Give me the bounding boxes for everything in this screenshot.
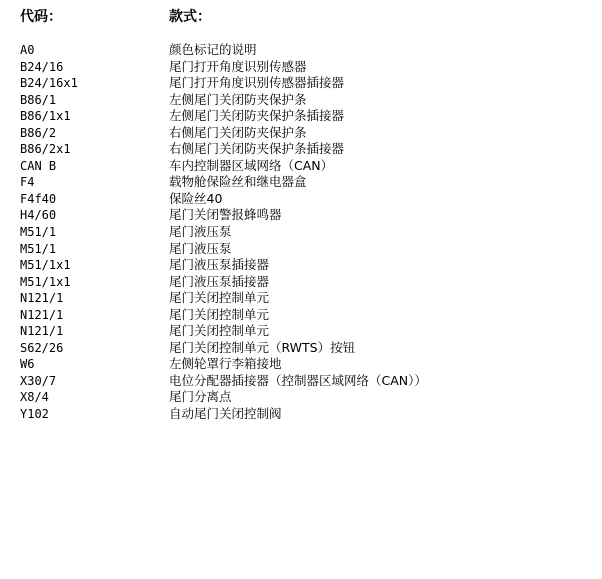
component-code: N121/1 [20, 324, 64, 339]
component-description: 自动尾门关闭控制阀 [169, 406, 282, 422]
component-description: 尾门关闭控制单元 [169, 306, 270, 322]
component-description: 尾门关闭控制单元 [169, 290, 270, 306]
component-description: 电位分配器插接器（控制器区域网络（CAN）） [169, 372, 427, 388]
list-item [0, 290, 602, 307]
list-item [0, 389, 602, 406]
component-code: S62/26 [20, 340, 64, 355]
list-item [0, 373, 602, 390]
list-item [0, 141, 602, 158]
component-code: N121/1 [20, 307, 64, 322]
list-item [0, 356, 602, 373]
component-description: 保险丝40 [169, 190, 223, 206]
component-code: X8/4 [20, 390, 49, 405]
list-item [0, 207, 602, 224]
list-item [0, 257, 602, 274]
component-code: M51/1x1 [20, 258, 71, 273]
component-code: X30/7 [20, 373, 57, 388]
component-description: 尾门分离点 [169, 389, 232, 405]
component-description: 左侧尾门关闭防夹保护条 [169, 91, 307, 107]
list-item [0, 406, 602, 423]
list-item [0, 340, 602, 357]
component-description: 左侧尾门关闭防夹保护条插接器 [169, 108, 345, 124]
component-code: W6 [20, 357, 35, 372]
list-item [0, 174, 602, 191]
component-code: A0 [20, 43, 35, 57]
component-description: 尾门液压泵插接器 [169, 257, 270, 273]
list-item [0, 42, 602, 59]
component-code: M51/1 [20, 241, 57, 256]
list-item [0, 274, 602, 291]
component-description: 尾门液压泵 [169, 224, 232, 240]
component-description: 尾门液压泵插接器 [169, 273, 270, 289]
list-item [0, 108, 602, 125]
legend-list [0, 42, 602, 423]
component-description: 右侧尾门关闭防夹保护条插接器 [169, 141, 345, 157]
list-item [0, 158, 602, 175]
component-description: 右侧尾门关闭防夹保护条 [169, 124, 307, 140]
component-code: M51/1 [20, 225, 57, 240]
component-code: M51/1x1 [20, 274, 71, 289]
list-item [0, 191, 602, 208]
list-item [0, 59, 602, 76]
component-code: B86/1 [20, 92, 57, 107]
component-code: Y102 [20, 407, 49, 422]
component-description: 车内控制器区域网络（CAN） [169, 157, 334, 173]
list-item [0, 224, 602, 241]
list-item [0, 241, 602, 258]
component-code: B86/2x1 [20, 142, 71, 157]
component-description: 尾门关闭控制单元 [169, 323, 270, 339]
component-code: H4/60 [20, 208, 57, 223]
component-code: F4 [20, 175, 35, 190]
component-code: N121/1 [20, 291, 64, 306]
code-column-header: 代码： [20, 9, 62, 25]
component-code: CAN B [20, 158, 57, 173]
component-code: B24/16x1 [20, 76, 78, 91]
component-code: B86/2 [20, 125, 57, 140]
list-item [0, 92, 602, 109]
component-code: B24/16 [20, 59, 64, 74]
component-code: B86/1x1 [20, 109, 71, 124]
component-description: 尾门打开角度识别传感器插接器 [169, 75, 345, 91]
component-description: 尾门关闭控制单元（RWTS）按钮 [169, 339, 356, 355]
component-description: 载物舱保险丝和继电器盒 [169, 174, 307, 190]
list-item [0, 323, 602, 340]
component-code: F4f40 [20, 191, 57, 206]
component-description: 左侧轮罩行李箱接地 [169, 356, 282, 372]
description-column-header: 款式： [169, 9, 211, 25]
component-description: 尾门关闭警报蜂鸣器 [169, 207, 282, 223]
component-description: 尾门打开角度识别传感器 [169, 58, 307, 74]
list-item [0, 307, 602, 324]
list-item [0, 75, 602, 92]
component-description: 颜色标记的说明 [169, 42, 257, 57]
list-item [0, 125, 602, 142]
component-description: 尾门液压泵 [169, 240, 232, 256]
table-header [0, 6, 602, 28]
